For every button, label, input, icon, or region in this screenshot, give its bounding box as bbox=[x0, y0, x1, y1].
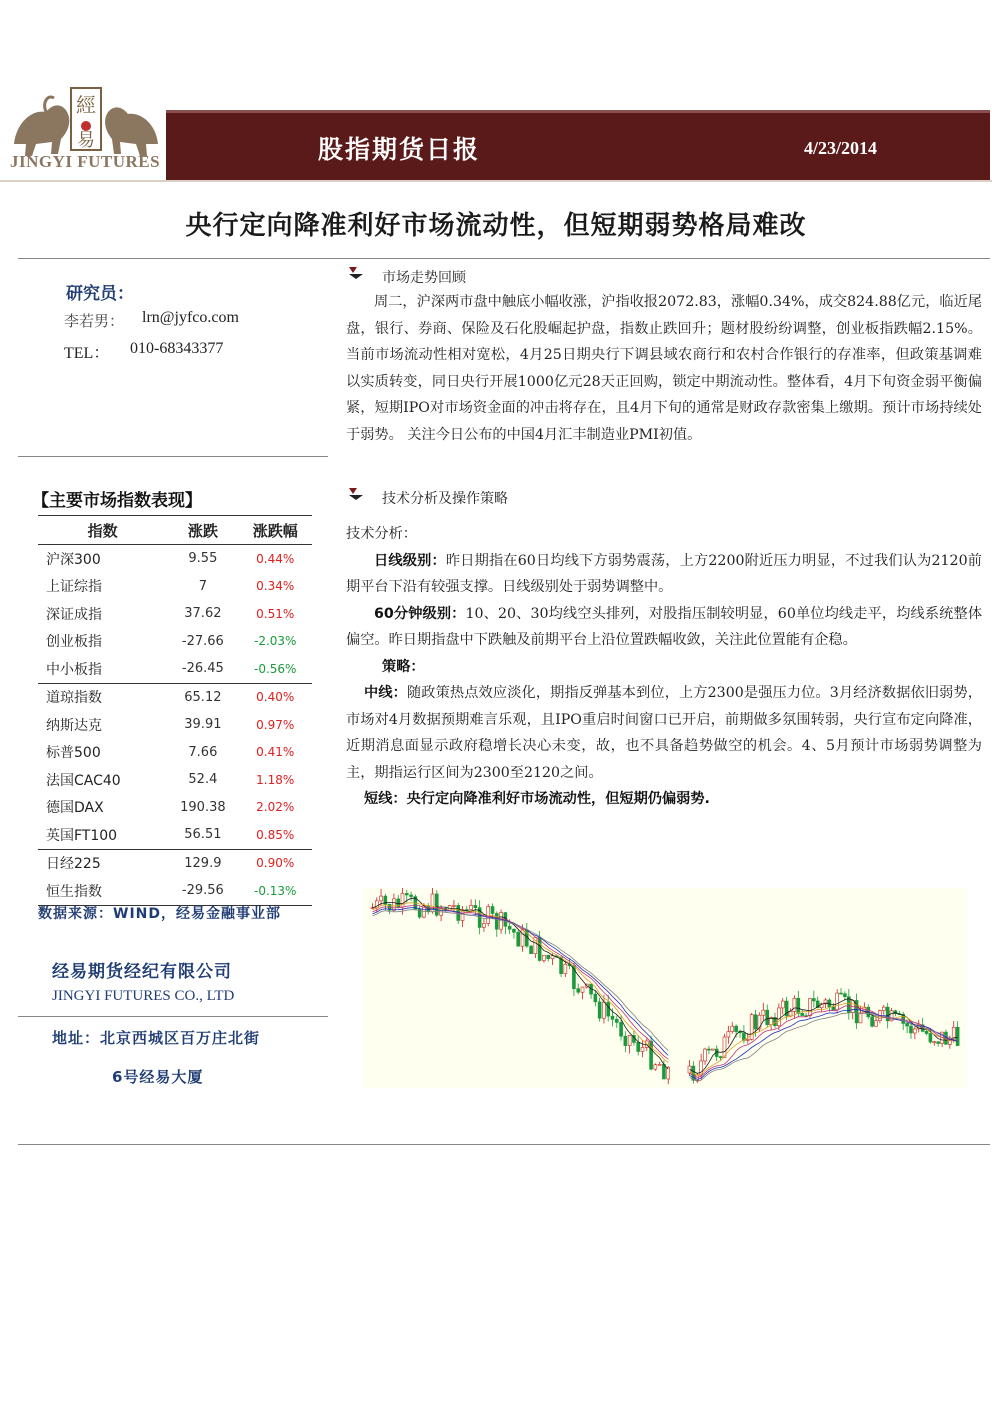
candle-body bbox=[662, 1064, 665, 1079]
tel-label: TEL： bbox=[64, 345, 110, 362]
candle-body bbox=[882, 1007, 885, 1011]
candle-body bbox=[624, 1036, 627, 1045]
candle-body bbox=[956, 1027, 959, 1045]
candle-body bbox=[658, 1064, 661, 1065]
index-pct-cell: 0.34% bbox=[256, 579, 295, 594]
index-pct-cell: 0.85% bbox=[256, 827, 295, 842]
index-change-cell: 52.4 bbox=[188, 772, 218, 788]
candle-body bbox=[731, 1026, 734, 1031]
candle-body bbox=[840, 993, 843, 994]
candle-body bbox=[637, 1042, 640, 1051]
candle-body bbox=[711, 1049, 714, 1050]
index-name-cell: 纳斯达克 bbox=[46, 717, 102, 734]
candle-body bbox=[508, 926, 511, 929]
index-name-cell: 创业板指 bbox=[46, 634, 102, 651]
market-review-text bbox=[346, 289, 982, 448]
index-change-cell: 37.62 bbox=[184, 606, 222, 622]
logo-glyph-bottom: 易 bbox=[77, 130, 95, 151]
table-row bbox=[38, 821, 312, 849]
candle-body bbox=[551, 956, 554, 959]
candle-body bbox=[495, 913, 498, 929]
candle-body bbox=[913, 1029, 916, 1033]
candle-body bbox=[704, 1049, 707, 1061]
candle-body bbox=[707, 1049, 710, 1050]
candle-body bbox=[470, 905, 473, 909]
researcher-email[interactable]: lrn@jyfco.com bbox=[142, 309, 239, 326]
table-row bbox=[38, 877, 312, 905]
candle-body bbox=[598, 1002, 601, 1018]
candle-body bbox=[611, 1016, 614, 1019]
candle-body bbox=[452, 905, 455, 906]
index-name-cell: 法国CAC40 bbox=[46, 772, 121, 789]
column-header: 涨跌 bbox=[167, 516, 238, 545]
mid-text: 随政策热点效应淡化，期指反弹基本到位，上方2300是强压力位。3月经济数据依旧弱势，市场对4月数据预期难言乐观，且IPO重启时间窗口已开启，前期做多氛围转弱，央行宣布定向降准，近期消息面显示政府稳增长决心未变，故，也不具备趋势做空的机会。4、5月预计市场弱势调整为主，期指运行区间为2300至2120之间。 bbox=[346, 685, 982, 781]
company-name-en: JINGYI FUTURES CO., LTD bbox=[52, 988, 235, 1004]
header-divider bbox=[0, 180, 992, 182]
headline: 央行定向降准利好市场流动性，但短期弱势格局难改 bbox=[185, 211, 807, 241]
index-pct-cell: 0.97% bbox=[256, 717, 295, 732]
index-change-cell: 7 bbox=[198, 578, 208, 594]
short-label: 短线： bbox=[364, 791, 407, 807]
candle-body bbox=[542, 955, 545, 960]
candle-body bbox=[474, 905, 477, 907]
candle-body bbox=[929, 1034, 932, 1043]
table-row bbox=[38, 766, 312, 794]
index-pct-cell: -0.13% bbox=[238, 877, 312, 905]
index-pct-cell: 2.02% bbox=[256, 800, 295, 815]
index-pct-cell: -0.56% bbox=[254, 661, 297, 676]
candle-body bbox=[937, 1042, 940, 1044]
daily-text: 昨日期指在60日均线下方弱势震荡，上方2200附近压力明显，不过我们认为2120前期平台下沿有较强支撑。日线级别处于弱势调整中。 bbox=[346, 552, 982, 595]
table-row bbox=[38, 794, 312, 822]
report-title: 股指期货日报 bbox=[318, 135, 481, 164]
index-name-cell: 英国FT100 bbox=[46, 827, 118, 844]
table-row bbox=[38, 849, 312, 877]
candle-body bbox=[793, 998, 796, 1011]
table-header-row bbox=[38, 516, 312, 545]
index-table-body bbox=[38, 545, 312, 906]
candle-body bbox=[654, 1065, 657, 1070]
candle-body bbox=[641, 1047, 644, 1051]
candle-body bbox=[410, 895, 413, 897]
index-name-cell: 德国DAX bbox=[46, 800, 104, 817]
candle-body bbox=[812, 999, 815, 1001]
min60-label: 60分钟级别： bbox=[374, 605, 466, 622]
table-row bbox=[38, 683, 312, 711]
mid-term-strategy bbox=[346, 680, 982, 786]
candle-body bbox=[581, 987, 584, 992]
candle-body bbox=[405, 893, 408, 895]
index-change-cell: -29.56 bbox=[167, 877, 238, 905]
candle-body bbox=[789, 1011, 792, 1016]
candle-body bbox=[801, 1013, 804, 1015]
index-change-cell: 190.38 bbox=[180, 799, 226, 815]
min60-text: 10、20、30均线空头排列，对股指压制较明显，60单位均线走平，均线系统整体偏空。昨日期指盘中下跌触及前期平台上沿位置跌幅收敛，关注此位置能有企稳。 bbox=[346, 605, 983, 648]
index-change-cell: 56.51 bbox=[184, 827, 222, 843]
strategy-heading: 策略： bbox=[382, 658, 425, 675]
index-name-cell: 标普500 bbox=[46, 745, 101, 762]
company-name-cn: 经易期货经纪有限公司 bbox=[52, 962, 232, 982]
company-divider bbox=[18, 1016, 328, 1017]
candle-body bbox=[875, 1021, 878, 1027]
candle-body bbox=[487, 907, 490, 924]
section-arrow-icon bbox=[348, 266, 364, 280]
section-heading-technical: 技术分析及操作策略 bbox=[382, 491, 508, 507]
candle-body bbox=[843, 994, 846, 997]
table-row bbox=[38, 711, 312, 739]
candlestick-chart-image bbox=[363, 888, 967, 1088]
index-pct-cell: 0.41% bbox=[256, 745, 295, 760]
candle-body bbox=[859, 1013, 862, 1023]
researcher-label: 研究员： bbox=[66, 284, 134, 304]
technical-intro: 技术分析： bbox=[346, 526, 417, 542]
candle-body bbox=[547, 955, 550, 958]
index-pct-cell: 1.18% bbox=[256, 772, 295, 787]
address-line-2: 6号经易大厦 bbox=[112, 1068, 204, 1086]
index-change-cell: -26.45 bbox=[181, 661, 224, 677]
candle-body bbox=[781, 1001, 784, 1008]
candle-body bbox=[871, 1017, 874, 1027]
index-name-cell: 日经225 bbox=[38, 849, 167, 877]
candle-body bbox=[832, 1007, 835, 1010]
candle-body bbox=[530, 946, 533, 954]
index-pct-cell: 0.51% bbox=[256, 606, 295, 621]
candle-body bbox=[808, 999, 811, 1016]
index-pct-cell: -2.03% bbox=[254, 634, 297, 649]
data-source: 数据来源：WIND，经易金融事业部 bbox=[38, 906, 281, 922]
candle-body bbox=[925, 1031, 928, 1033]
index-name-cell: 恒生指数 bbox=[38, 877, 167, 905]
table-row bbox=[38, 600, 312, 628]
candle-body bbox=[482, 923, 485, 927]
index-name-cell: 道琼指数 bbox=[38, 683, 167, 711]
index-pct-cell: 0.44% bbox=[256, 551, 295, 566]
candle-body bbox=[933, 1042, 936, 1043]
section-heading-market: 市场走势回顾 bbox=[382, 270, 466, 286]
candle-body bbox=[628, 1035, 631, 1045]
candle-body bbox=[650, 1041, 653, 1069]
candle-body bbox=[392, 899, 395, 910]
index-pct-cell: 0.90% bbox=[238, 849, 312, 877]
min60-analysis bbox=[346, 601, 982, 654]
tel-value: 010-68343377 bbox=[130, 340, 224, 357]
candle-body bbox=[615, 1019, 618, 1022]
candle-body bbox=[564, 964, 567, 973]
candle-body bbox=[836, 993, 839, 1010]
left-divider bbox=[18, 456, 328, 457]
candle-body bbox=[602, 1002, 605, 1018]
report-date: 4/23/2014 bbox=[804, 138, 878, 158]
table-row bbox=[38, 739, 312, 767]
candle-body bbox=[512, 929, 515, 932]
daily-analysis bbox=[346, 548, 982, 601]
footer-divider bbox=[18, 1144, 990, 1145]
short-text: 央行定向降准利好市场流动性，但短期仍偏弱势. bbox=[406, 791, 710, 807]
candle-body bbox=[380, 896, 383, 901]
logo-text: JINGYI FUTURES bbox=[10, 152, 161, 171]
section-arrow-icon bbox=[348, 487, 364, 501]
short-term-strategy bbox=[346, 786, 982, 813]
candle-body bbox=[607, 1002, 610, 1016]
table-row bbox=[38, 628, 312, 656]
table-row bbox=[38, 545, 312, 573]
candle-body bbox=[762, 1010, 765, 1015]
candle-body bbox=[517, 932, 520, 946]
candle-body bbox=[797, 998, 800, 1013]
logo-glyph-top: 經 bbox=[76, 93, 96, 117]
daily-label: 日线级别： bbox=[374, 552, 446, 569]
market-review-paragraph: 周二，沪深两市盘中触底小幅收涨，沪指收报2072.83，涨幅0.34%，成交824.88亿元，临近尾盘，银行、券商、保险及石化股崛起护盘，指数止跌回升；题材股纷纷调整，创业板指跌幅2.15%。当前市场流动性相对宽松，4月25日期央行下调县域农商行和农村合作银行的存准率，但政策基调难以实质转变，同日央行开展1000亿元28天正回购，锁定中期流动性。整体看，4月下旬资金弱平衡偏紧，短期IPO对市场资金面的冲击将存在，且4月下旬的通常是财政存款密集上缴期。预计市场持续处于弱势。 关注今日公布的中国4月汇丰制造业PMI初值。 bbox=[346, 294, 982, 443]
index-table-title: 【主要市场指数表现】 bbox=[32, 491, 202, 511]
index-name-cell: 深证成指 bbox=[46, 606, 102, 623]
index-name-cell: 沪深300 bbox=[46, 551, 101, 568]
mid-label: 中线： bbox=[364, 685, 407, 701]
index-change-cell: 7.66 bbox=[188, 744, 218, 760]
index-change-cell: 129.9 bbox=[167, 849, 238, 877]
headline-divider bbox=[18, 258, 990, 259]
column-header: 指数 bbox=[38, 516, 167, 545]
candle-body bbox=[667, 1067, 670, 1079]
index-change-cell: 65.12 bbox=[167, 683, 238, 711]
candle-body bbox=[620, 1022, 623, 1036]
index-name-cell: 中小板指 bbox=[46, 661, 102, 678]
index-pct-cell: 0.40% bbox=[238, 683, 312, 711]
address-line-1: 地址：北京西城区百万庄北街 bbox=[52, 1029, 261, 1047]
column-header: 涨跌幅 bbox=[238, 516, 312, 545]
table-row bbox=[38, 573, 312, 601]
index-change-cell: -27.66 bbox=[181, 633, 224, 649]
candle-body bbox=[727, 1032, 730, 1037]
candle-body bbox=[719, 1057, 722, 1058]
candle-body bbox=[577, 989, 580, 993]
candle-body bbox=[754, 1015, 757, 1029]
candle-body bbox=[594, 994, 597, 1002]
researcher-name: 李若男： bbox=[64, 312, 125, 330]
index-table bbox=[38, 515, 312, 906]
candle-body bbox=[735, 1026, 738, 1031]
candle-body bbox=[909, 1026, 912, 1033]
candle-body bbox=[371, 908, 374, 909]
index-change-cell: 39.91 bbox=[184, 717, 222, 733]
table-row bbox=[38, 655, 312, 683]
candle-body bbox=[777, 1008, 780, 1026]
technical-analysis-text bbox=[346, 521, 982, 813]
candle-body bbox=[906, 1023, 909, 1026]
index-name-cell: 上证综指 bbox=[46, 579, 102, 596]
index-change-cell: 9.55 bbox=[188, 551, 218, 567]
candle-body bbox=[491, 907, 494, 914]
candle-body bbox=[766, 1010, 769, 1025]
candle-body bbox=[746, 1039, 749, 1040]
